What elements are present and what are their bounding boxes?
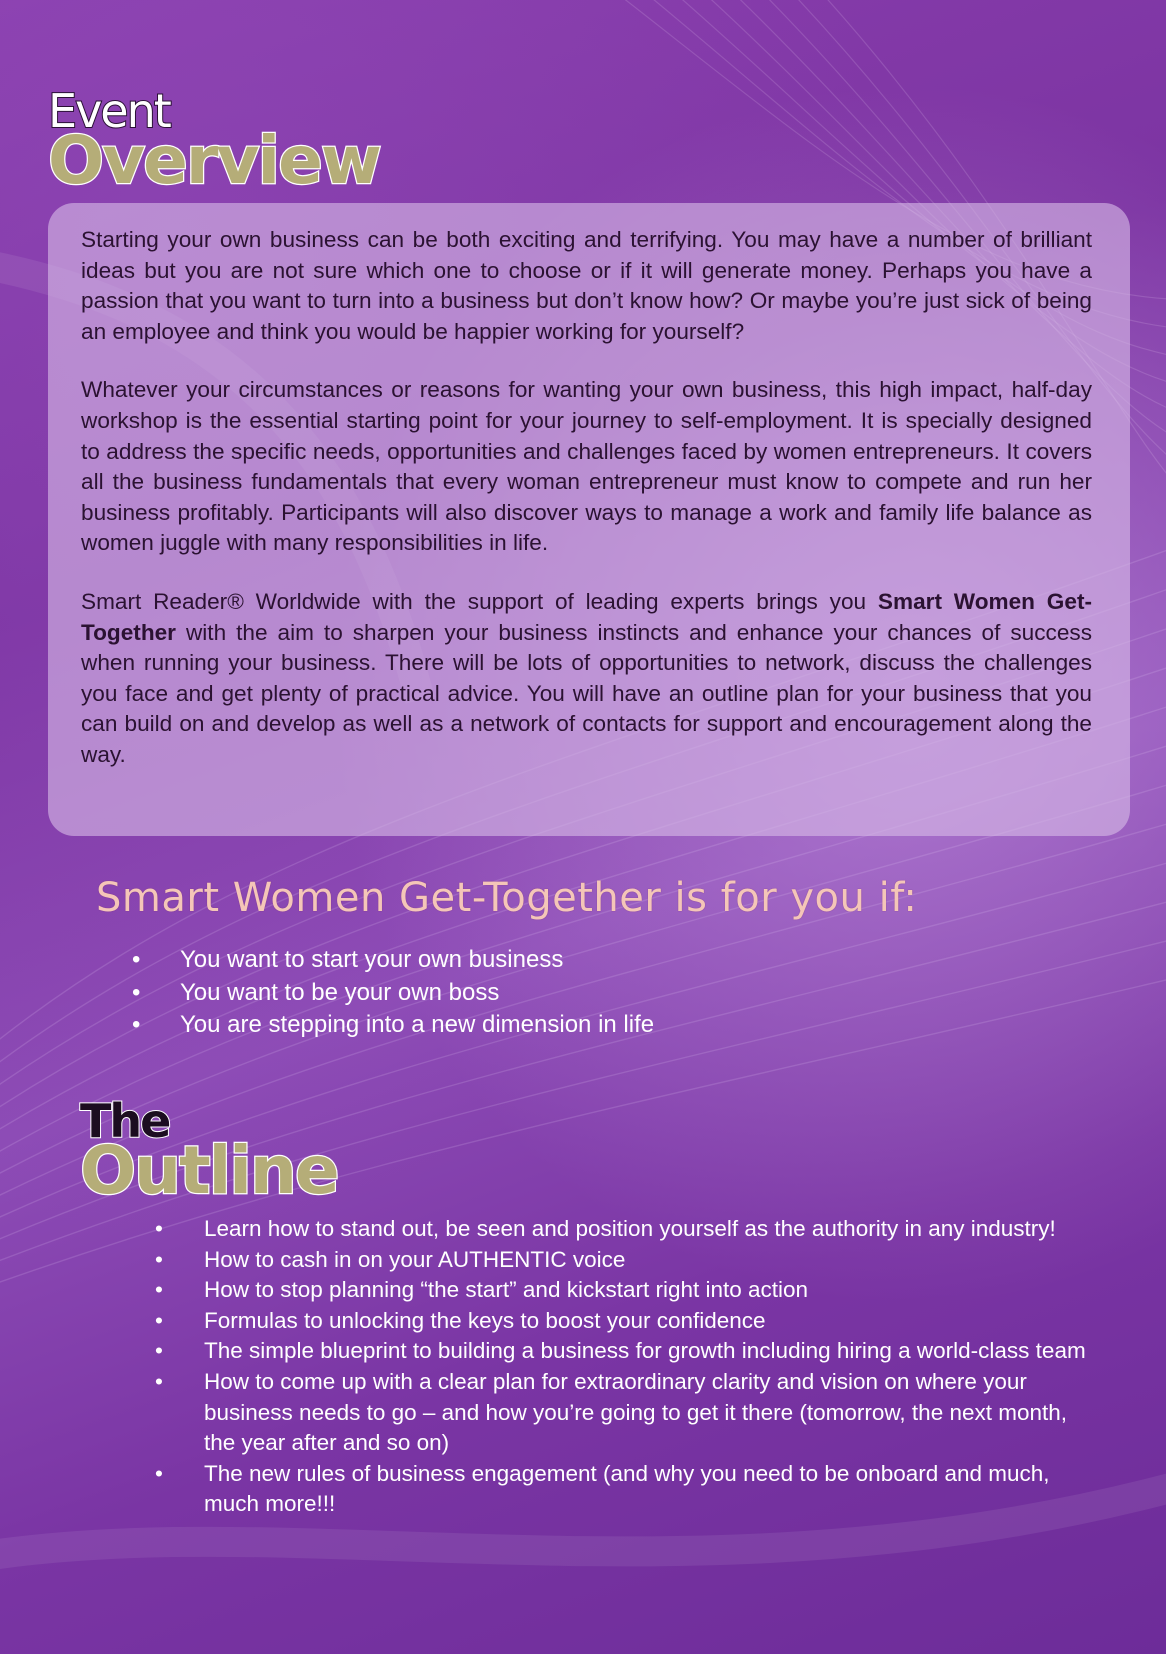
outline-heading-small: The xyxy=(80,1094,170,1148)
bullet-icon: • xyxy=(155,1368,163,1394)
list-item xyxy=(155,1459,1095,1520)
overview-text-box xyxy=(48,203,1130,836)
list-item xyxy=(155,1245,1095,1276)
list-item xyxy=(155,1275,1095,1306)
list-item xyxy=(155,1306,1095,1337)
outline-heading-big: Outline xyxy=(80,1132,338,1209)
list-item-text: You are stepping into a new dimension in life xyxy=(180,1011,655,1038)
bullet-icon: • xyxy=(155,1246,163,1272)
overview-paragraph-1: Starting your own business can be both exciting and terrifying. You may have a number of brilliant ideas but you are not sure which one to choose or if it will generate money. Perhaps you have a passion that you want to turn into a business but don’t know how? Or maybe you’re just sick of being an employee and think you would be happier working for yourself? xyxy=(81,227,1092,344)
bullet-icon: • xyxy=(155,1338,163,1364)
list-item-text: How to cash in on your AUTHENTIC voice xyxy=(204,1246,626,1272)
event-name-bold: Smart Women Get-Together xyxy=(81,588,1092,645)
outline-heading xyxy=(80,1094,338,1209)
list-item-text: How to stop planning “the start” and kickstart right into action xyxy=(204,1277,809,1303)
for-you-title: Smart Women Get-Together is for you if: xyxy=(96,875,918,921)
bullet-icon: • xyxy=(155,1277,163,1303)
bullet-icon: • xyxy=(155,1216,163,1241)
bullet-icon: • xyxy=(132,946,141,973)
list-item xyxy=(132,1009,654,1042)
overview-heading-big: Overview xyxy=(48,122,380,199)
list-item-text: You want to be your own boss xyxy=(180,978,500,1006)
list-item-text: The new rules of business engagement (and why you need to be onboard and much, much more!!! xyxy=(204,1460,1050,1517)
outline-list xyxy=(155,1214,1095,1520)
overview-p3-end: with the aim to sharpen your business instincts and enhance your chances of success when running your business. There will be lots of opportunities to network, discuss the challenges you face and get plenty of practical advice. You will have an outline plan for your business that you can build on and develop as well as a network of contacts for support and encouragement along the way. xyxy=(81,619,1092,767)
overview-paragraph-3 xyxy=(81,587,1092,771)
bullet-icon: • xyxy=(132,1011,141,1038)
list-item-text: Formulas to unlocking the keys to boost your confidence xyxy=(204,1307,766,1333)
list-item-text: How to come up with a clear plan for extraordinary clarity and vision on where your business needs to go – and how you’re going to get it there (tomorrow, the next month, the year after and so on) xyxy=(204,1368,1068,1456)
overview-heading-small: Event xyxy=(48,84,170,138)
bullet-icon: • xyxy=(155,1307,163,1333)
list-item xyxy=(155,1367,1095,1459)
list-item xyxy=(155,1336,1095,1367)
overview-p3-start: Smart Reader® Worldwide with the support of leading experts brings you xyxy=(81,588,878,614)
bullet-icon: • xyxy=(132,978,141,1006)
list-item xyxy=(132,977,654,1010)
list-item-text: Learn how to stand out, be seen and position yourself as the authority in any industry! xyxy=(204,1216,1056,1241)
overview-heading xyxy=(48,84,380,199)
for-you-list xyxy=(132,944,654,1042)
list-item-text: You want to start your own business xyxy=(180,946,564,973)
list-item xyxy=(132,944,654,977)
list-item xyxy=(155,1214,1095,1245)
overview-paragraph-2: Whatever your circumstances or reasons for wanting your own business, this high impact, half-day workshop is the essential starting point for your journey to self-employment. It is specially designed to address the specific needs, opportunities and challenges faced by women entrepreneurs. It covers all the business fundamentals that every woman entrepreneur must know to compete and run her business profitably. Participants will also discover ways to manage a work and family life balance as women juggle with many responsibilities in life. xyxy=(81,377,1092,556)
bullet-icon: • xyxy=(155,1460,163,1486)
list-item-text: The simple blueprint to building a business for growth including hiring a world-class team xyxy=(204,1338,1086,1364)
